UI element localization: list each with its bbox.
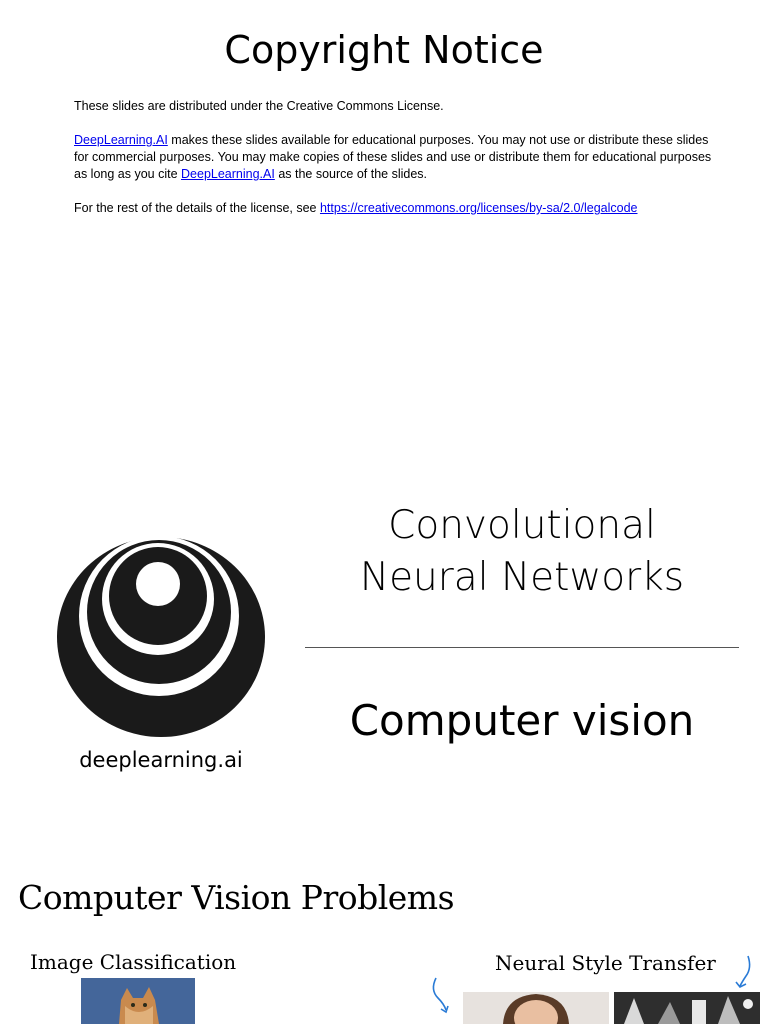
arrow-down-icon bbox=[732, 954, 754, 990]
deeplearning-link-2[interactable]: DeepLearning.AI bbox=[181, 167, 275, 181]
cat-photo bbox=[81, 978, 195, 1024]
usage-text-1: makes these slides available for educational purposes. You may not use or distribute these slides for commercial purposes. You may make copies of these slides and use or distribute them for educational purposes as long as you cite bbox=[74, 133, 712, 181]
license-details-paragraph bbox=[74, 200, 724, 217]
style-painting bbox=[614, 992, 760, 1024]
copyright-slide bbox=[0, 0, 768, 470]
copyright-body bbox=[74, 98, 724, 234]
usage-paragraph bbox=[74, 132, 724, 183]
content-photo bbox=[463, 992, 609, 1024]
arrow-down-icon bbox=[428, 976, 454, 1016]
logo-wordmark: deeplearning.ai bbox=[79, 748, 243, 772]
problems-slide bbox=[0, 850, 768, 1024]
title-divider bbox=[305, 647, 739, 648]
course-title bbox=[305, 500, 739, 604]
license-url-link[interactable]: https://creativecommons.org/licenses/by-sa/2.0/legalcode bbox=[319, 201, 638, 215]
title-slide bbox=[0, 470, 768, 850]
license-line: These slides are distributed under the Creative Commons License. bbox=[74, 99, 444, 113]
license-details-text: For the rest of the details of the license, see bbox=[74, 201, 320, 215]
course-title-line-2: Neural Networks bbox=[359, 555, 685, 600]
lesson-subtitle: Computer vision bbox=[349, 696, 695, 745]
course-title-line-1: Convolutional bbox=[388, 503, 656, 548]
style-transfer-label: Neural Style Transfer bbox=[495, 951, 716, 975]
image-classification-label: Image Classification bbox=[30, 950, 237, 974]
problems-title: Computer Vision Problems bbox=[18, 878, 455, 917]
copyright-title: Copyright Notice bbox=[224, 28, 544, 72]
usage-text-2: as the source of the slides. bbox=[274, 167, 428, 181]
deeplearning-link-1[interactable]: DeepLearning.AI bbox=[74, 133, 168, 147]
deeplearning-logo-icon bbox=[56, 536, 266, 738]
